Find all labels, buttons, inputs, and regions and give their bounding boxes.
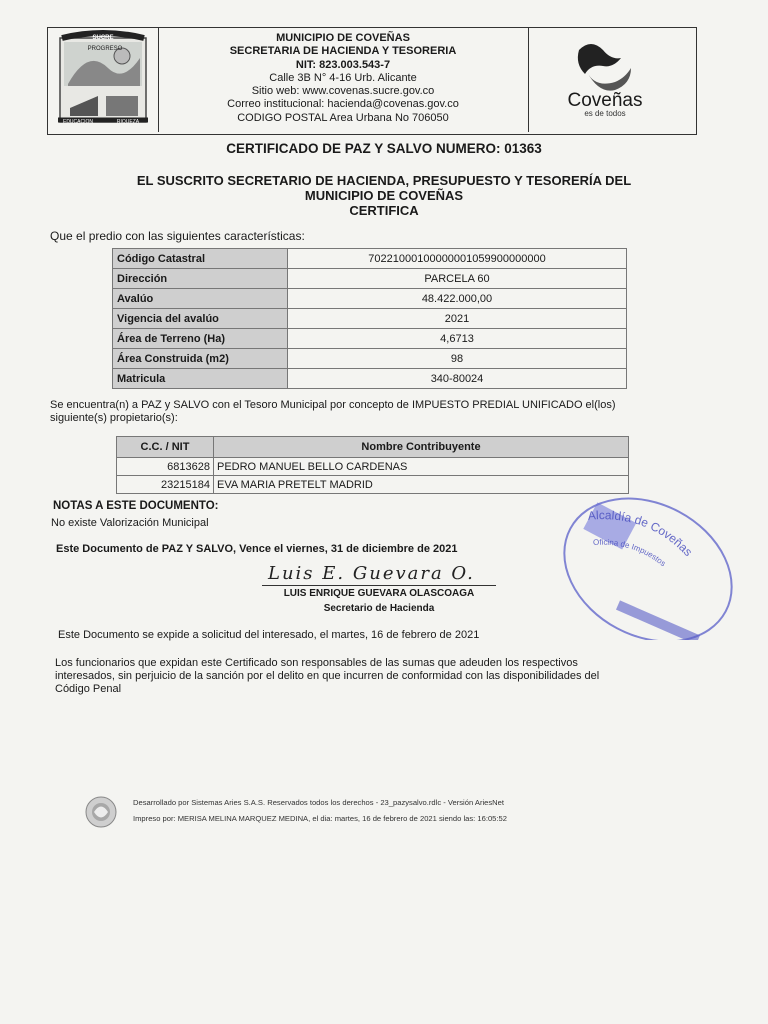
owner-id: 6813628 xyxy=(117,458,214,476)
header-info xyxy=(158,32,528,125)
brand-name: Coveñas xyxy=(567,90,643,111)
postal-code: CODIGO POSTAL Area Urbana No 706050 xyxy=(237,111,449,124)
table-row xyxy=(113,329,627,349)
website: Sitio web: www.covenas.sucre.gov.co xyxy=(251,85,435,98)
brand-tagline: es de todos xyxy=(584,109,626,118)
shield-progress-text: PROGRESO xyxy=(87,46,123,52)
property-label: Área Construida (m2) xyxy=(113,349,288,369)
handwritten-signature: Luis E. Guevara O. xyxy=(268,563,475,584)
property-label: Avalúo xyxy=(113,289,288,309)
shield-top-text: SUCRE xyxy=(92,35,114,41)
property-label: Área de Terreno (Ha) xyxy=(113,329,288,349)
owner-id: 23215184 xyxy=(117,476,214,494)
stamp-line-2: Oficina de Impuestos xyxy=(592,537,668,569)
property-table xyxy=(112,248,627,389)
column-header-id: C.C. / NIT xyxy=(117,437,214,458)
shield-left-text: EDUCACION xyxy=(62,119,94,125)
property-value: 48.422.000,00 xyxy=(288,289,627,309)
property-value: 4,6713 xyxy=(288,329,627,349)
footer-line-1: Desarrollado por Sistemas Aries S.A.S. Reservados todos los derechos - 23_pazysalvo.rdlc - Versión AriesNet xyxy=(133,798,504,807)
owner-name: EVA MARIA PRETELT MADRID xyxy=(214,476,629,494)
municipal-shield-box xyxy=(48,28,159,132)
owner-name: PEDRO MANUEL BELLO CARDENAS xyxy=(214,458,629,476)
table-row xyxy=(113,349,627,369)
shield-right-text: RIQUEZA xyxy=(116,119,140,125)
table-row xyxy=(113,249,627,269)
table-row xyxy=(113,309,627,329)
table-row xyxy=(117,458,629,476)
nit: NIT: 823.003.543-7 xyxy=(295,58,391,71)
owners-table xyxy=(116,436,629,494)
property-label: Dirección xyxy=(113,269,288,289)
property-label: Código Catastral xyxy=(113,249,288,269)
table-header-row xyxy=(117,437,629,458)
issued-text: Este Documento se expide a solicitud del interesado, el martes, 16 de febrero de 2021 xyxy=(58,629,480,641)
property-value: 98 xyxy=(288,349,627,369)
legal-line-2: interesados, sin perjuicio de la sanción por el delito en que incurren de conformidad con las disponibilidades del xyxy=(55,670,600,682)
table-row xyxy=(113,369,627,389)
property-value: PARCELA 60 xyxy=(288,269,627,289)
heading-line-3: CERTIFICA xyxy=(349,203,419,218)
address: Calle 3B N° 4-16 Urb. Alicante xyxy=(269,71,417,84)
legal-line-3: Código Penal xyxy=(55,683,122,695)
column-header-name: Nombre Contribuyente xyxy=(214,437,629,458)
footer-line-2: Impreso por: MERISA MELINA MARQUEZ MEDINA, el dia: martes, 16 de febrero de 2021 siendo las: 16:05:52 xyxy=(133,814,507,823)
notes-text: No existe Valorización Municipal xyxy=(51,517,209,529)
signer-name: LUIS ENRIQUE GUEVARA OLASCOAGA xyxy=(283,588,475,599)
heading-line-1: EL SUSCRITO SECRETARIO DE HACIENDA, PRESUPUESTO Y TESORERÍA DEL xyxy=(136,173,632,188)
legal-text xyxy=(55,657,745,696)
official-stamp-icon xyxy=(548,490,738,640)
signer-role: Secretario de Hacienda xyxy=(323,603,435,614)
table-row xyxy=(113,269,627,289)
property-value: 2021 xyxy=(288,309,627,329)
signature-line xyxy=(262,585,496,586)
covenas-logo-box xyxy=(528,28,695,132)
footer-text xyxy=(133,795,507,827)
property-label: Vigencia del avalúo xyxy=(113,309,288,329)
municipal-shield-icon xyxy=(48,28,158,132)
notes-title: NOTAS A ESTE DOCUMENTO: xyxy=(53,500,219,512)
covenas-logo-icon xyxy=(529,28,695,132)
legal-line-1: Los funcionarios que expidan este Certificado son responsables de las sumas que adeuden los respectivos xyxy=(55,657,578,669)
property-value: 340-80024 xyxy=(288,369,627,389)
municipality-name: MUNICIPIO DE COVEÑAS xyxy=(276,32,410,44)
email: Correo institucional: hacienda@covenas.gov.co xyxy=(227,98,459,111)
status-line-2: siguiente(s) propietario(s): xyxy=(50,412,178,424)
heading-line-2: MUNICIPIO DE COVEÑAS xyxy=(304,188,464,203)
status-line-1: Se encuentra(n) a PAZ y SALVO con el Tesoro Municipal por concepto de IMPUESTO PREDIAL UNIFICADO el(los) xyxy=(50,399,616,411)
intro-text: Que el predio con las siguientes características: xyxy=(50,229,305,243)
stamp-line-1: Alcaldía de Coveñas xyxy=(587,508,696,559)
table-row xyxy=(113,289,627,309)
svg-text:Oficina de Impuestos xyxy=(593,538,668,568)
property-label: Matricula xyxy=(113,369,288,389)
aries-logo-icon xyxy=(84,795,118,829)
certificate-title: CERTIFICADO DE PAZ Y SALVO NUMERO: 01363 xyxy=(226,141,542,156)
expiry-text: Este Documento de PAZ Y SALVO, Vence el viernes, 31 de diciembre de 2021 xyxy=(56,543,458,555)
property-value: 70221000100000001059900000000 xyxy=(288,249,627,269)
certification-heading xyxy=(0,173,768,218)
document-header xyxy=(47,27,697,135)
department-name: SECRETARIA DE HACIENDA Y TESORERIA xyxy=(229,45,457,58)
status-text xyxy=(50,399,730,425)
